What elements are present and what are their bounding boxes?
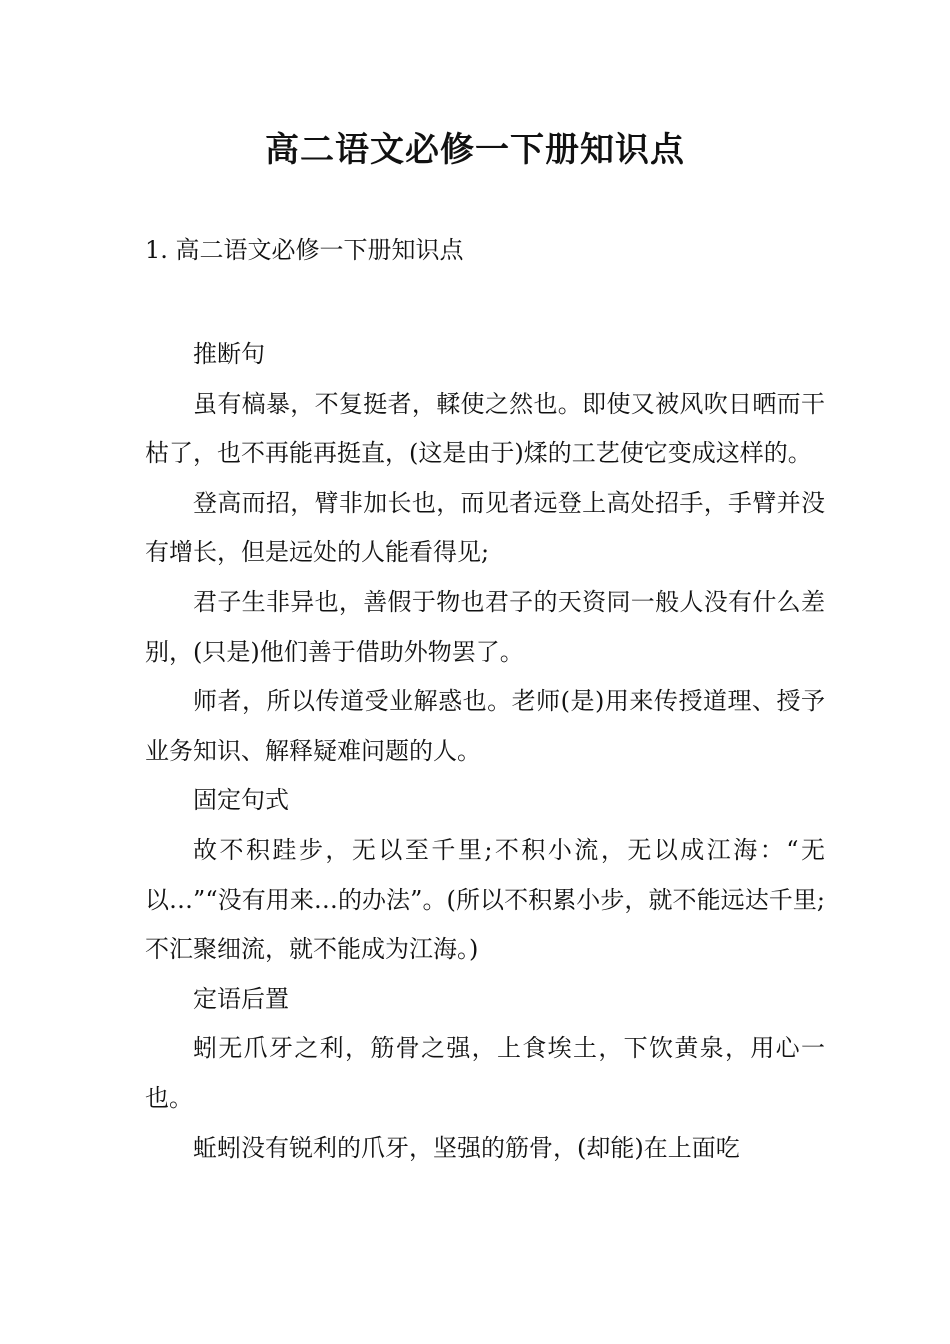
section-heading: 1. 高二语文必修一下册知识点 xyxy=(145,236,464,264)
paragraph: 虽有槁暴，不复挺者，輮使之然也。即使又被风吹日晒而干枯了，也不再能再挺直，(这是由于)煣的工艺使它变成这样的。 xyxy=(145,389,825,468)
subheading-postposed-attributive: 定语后置 xyxy=(193,984,289,1013)
paragraph: 君子生非异也，善假于物也君子的天资同一般人没有什么差别，(只是)他们善于借助外物罢了。 xyxy=(145,587,825,666)
paragraph: 蚯蚓没有锐利的爪牙，坚强的筋骨，(却能)在上面吃 xyxy=(193,1133,740,1162)
paragraph: 登高而招，臂非加长也，而见者远登上高处招手，手臂并没有增长，但是远处的人能看得见; xyxy=(145,488,825,567)
document-title: 高二语文必修一下册知识点 xyxy=(265,130,685,170)
document-body xyxy=(145,330,825,1173)
paragraph: 故不积跬步，无以至千里;不积小流，无以成江海：“无以…”“没有用来…的办法”。(所以不积累小步，就不能远达千里;不汇聚细流，就不能成为江海。) xyxy=(145,835,825,964)
subheading-inference-sentence: 推断句 xyxy=(193,340,265,368)
paragraph: 蚓无爪牙之利，筋骨之强，上食埃土，下饮黄泉，用心一也。 xyxy=(145,1034,825,1112)
paragraph: 师者，所以传道受业解惑也。老师(是)用来传授道理、授予业务知识、解释疑难问题的人。 xyxy=(145,687,825,765)
subheading-fixed-pattern: 固定句式 xyxy=(193,786,289,815)
